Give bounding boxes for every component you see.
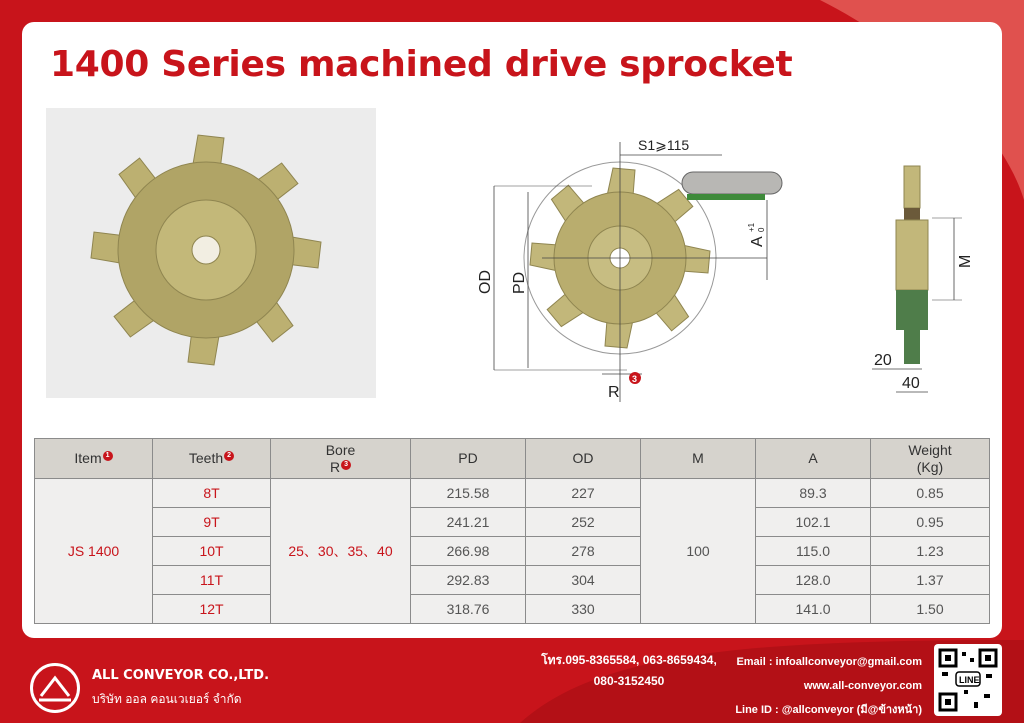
cell-teeth: 12T — [153, 595, 271, 624]
s1-dimension: S1⩾115 — [638, 137, 690, 153]
header-item: Item 1 — [35, 439, 153, 479]
cell-pd: 318.76 — [411, 595, 526, 624]
pd-dimension: PD — [511, 271, 528, 294]
r-badge: 3 — [632, 374, 638, 384]
od-dimension: OD — [477, 270, 494, 294]
cell-pd: 292.83 — [411, 566, 526, 595]
phone-line-2: 080-3152450 — [593, 674, 665, 688]
sprocket-drawing — [442, 112, 772, 412]
svg-text:LINE: LINE — [959, 675, 980, 685]
header-m: M — [641, 439, 756, 479]
cell-od: 252 — [526, 508, 641, 537]
cell-item: JS 1400 — [35, 479, 153, 624]
cell-od: 330 — [526, 595, 641, 624]
cell-weight: 1.37 — [871, 566, 990, 595]
line-qr-code[interactable] — [934, 644, 1002, 716]
table-row — [35, 566, 990, 595]
phone-numbers — [524, 650, 734, 692]
cell-weight: 1.23 — [871, 537, 990, 566]
cell-bore: 25、30、35、40 — [271, 479, 411, 624]
r-dimension: R — [608, 384, 620, 401]
company-logo-icon — [30, 663, 80, 713]
cell-a: 89.3 — [756, 479, 871, 508]
header-od: OD — [526, 439, 641, 479]
a-tolerance-upper: +1 — [747, 222, 756, 232]
cell-weight: 0.85 — [871, 479, 990, 508]
width-20-dimension: 20 — [874, 352, 892, 369]
cell-teeth: 9T — [153, 508, 271, 537]
spec-table — [34, 438, 990, 624]
company-name-en: ALL CONVEYOR CO.,LTD. — [92, 668, 270, 683]
a-dimension: A — [749, 236, 766, 247]
cell-weight: 0.95 — [871, 508, 990, 537]
table-row — [35, 537, 990, 566]
header-pd: PD — [411, 439, 526, 479]
line-id: Line ID : @allconveyor (มี@ข้างหน้า) — [735, 704, 922, 716]
table-header-row — [35, 439, 990, 479]
width-40-dimension: 40 — [902, 375, 920, 392]
header-weight: Weight (Kg) — [871, 439, 990, 479]
header-bore: Bore R 3 — [271, 439, 411, 479]
table-row — [35, 479, 990, 508]
product-photo — [46, 108, 376, 398]
cell-teeth: 8T — [153, 479, 271, 508]
cell-pd: 266.98 — [411, 537, 526, 566]
side-view-drawing — [842, 152, 972, 402]
page-title: 1400 Series machined drive sprocket — [50, 44, 793, 85]
cell-od: 304 — [526, 566, 641, 595]
cell-weight: 1.50 — [871, 595, 990, 624]
cell-od: 278 — [526, 537, 641, 566]
cell-a: 141.0 — [756, 595, 871, 624]
table-row — [35, 508, 990, 537]
cell-a: 128.0 — [756, 566, 871, 595]
company-name-th: บริษัท ออล คอนเวเยอร์ จำกัด — [92, 692, 242, 706]
header-teeth: Teeth 2 — [153, 439, 271, 479]
header-a: A — [756, 439, 871, 479]
cell-od: 227 — [526, 479, 641, 508]
a-tolerance-lower: 0 — [757, 227, 766, 232]
cell-a: 102.1 — [756, 508, 871, 537]
contact-info — [735, 650, 922, 722]
cell-m: 100 — [641, 479, 756, 624]
m-dimension: M — [957, 254, 974, 268]
sprocket-photo-image — [46, 108, 376, 398]
cell-pd: 215.58 — [411, 479, 526, 508]
cell-pd: 241.21 — [411, 508, 526, 537]
email-link[interactable]: Email : infoallconveyor@gmail.com — [736, 656, 922, 668]
product-card — [22, 22, 1002, 638]
cell-a: 115.0 — [756, 537, 871, 566]
table-row — [35, 595, 990, 624]
website-link[interactable]: www.all-conveyor.com — [803, 680, 922, 692]
footer — [0, 638, 1024, 723]
cell-teeth: 10T — [153, 537, 271, 566]
cell-teeth: 11T — [153, 566, 271, 595]
phone-line-1: โทร.095-8365584, 063-8659434, — [541, 653, 717, 667]
